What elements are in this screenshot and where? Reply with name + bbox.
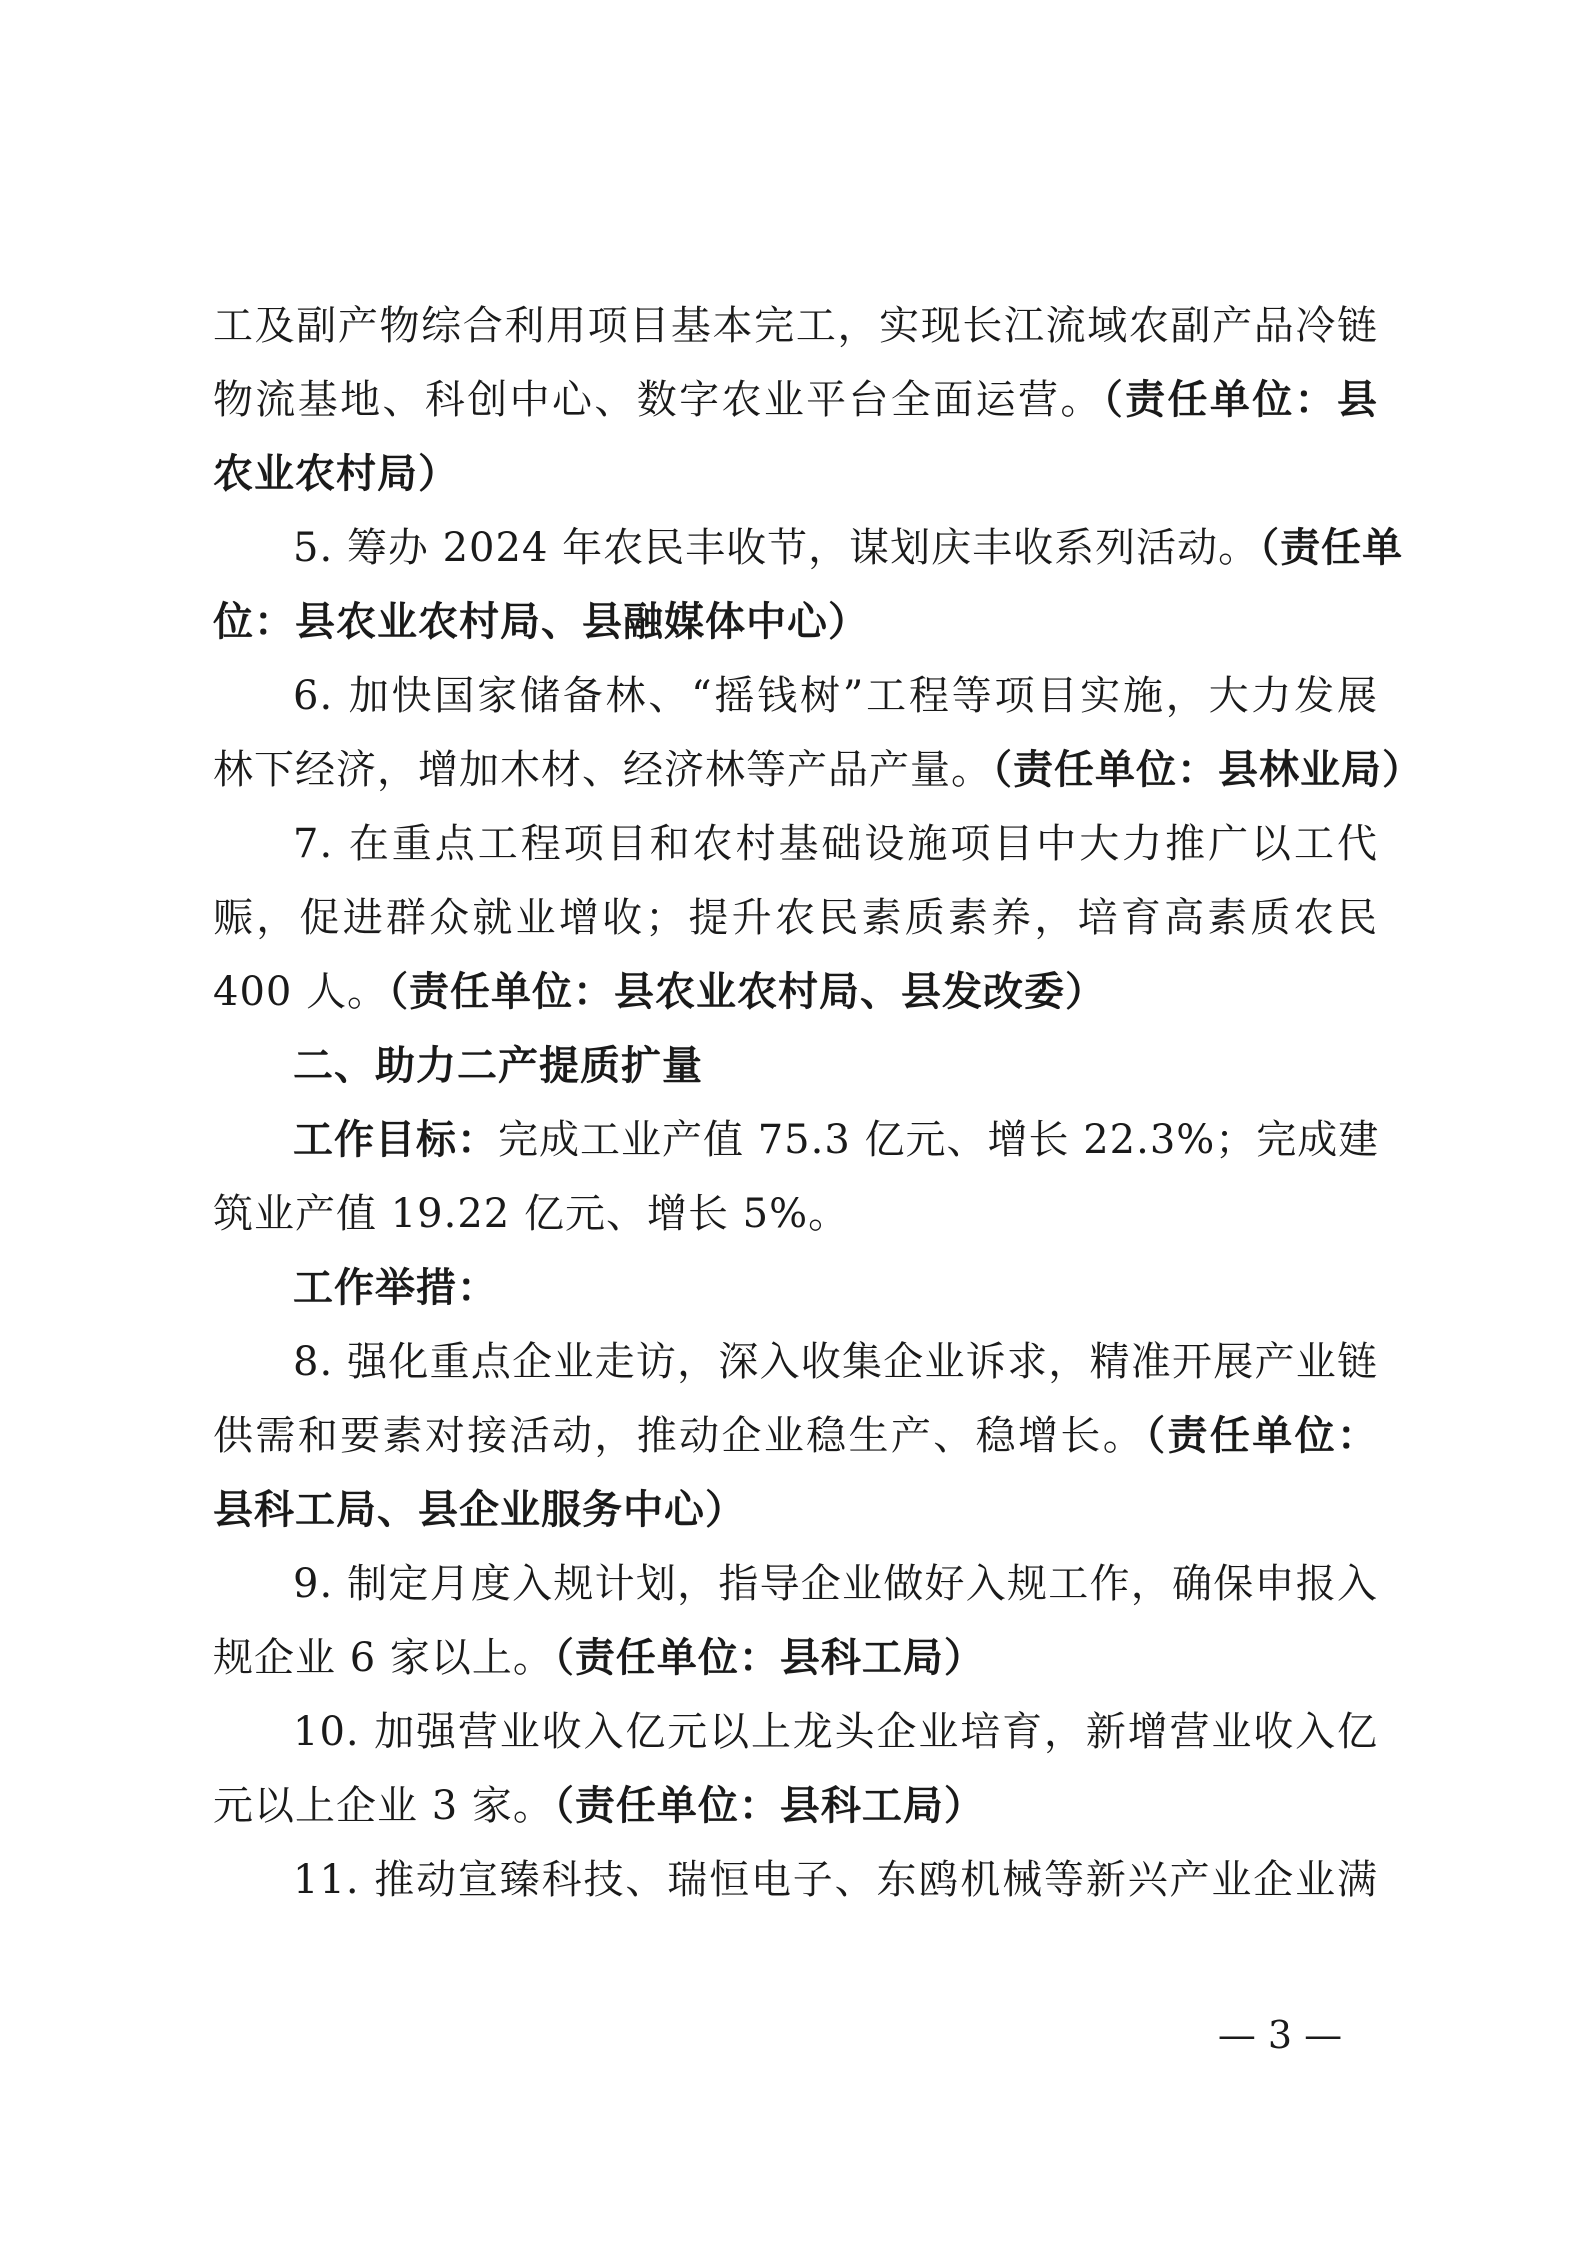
text: 5. 筹办 2024 年农民丰收节，谋划庆丰收系列活动。 bbox=[293, 525, 1260, 571]
page-number: — 3 — bbox=[1217, 2013, 1343, 2057]
responsibility-text: 县科工局、县企业服务中心） bbox=[213, 1486, 746, 1533]
text-line bbox=[213, 744, 1423, 796]
responsibility-text: （责任单位：县农业农村局、县发改委） bbox=[388, 968, 1107, 1015]
responsibility-text: （责任单位：县科工局） bbox=[553, 1634, 985, 1681]
text: 完成工业产值 75.3 亿元、增长 22.3%；完成建 bbox=[498, 1117, 1380, 1163]
text: 工及副产物综合利用项目基本完工，实现长江流域农副产品冷链 bbox=[213, 303, 1378, 349]
text-line bbox=[213, 1188, 1378, 1240]
responsibility-text: 农业农村局） bbox=[213, 450, 459, 497]
responsibility-text: （责任单位：县科工局） bbox=[553, 1782, 985, 1829]
text-line bbox=[213, 1780, 1378, 1832]
responsibility-text: （责任单位：县林业局） bbox=[992, 746, 1423, 793]
text-line bbox=[213, 300, 1378, 352]
item-11 bbox=[293, 1854, 1378, 1906]
text: 赈，促进群众就业增收；提升农民素质素养，培育高素质农民 bbox=[213, 895, 1378, 941]
item-10 bbox=[293, 1706, 1378, 1758]
text: 10. 加强营业收入亿元以上龙头企业培育，新增营业收入亿 bbox=[293, 1709, 1378, 1755]
text: 6. 加快国家储备林、“摇钱树”工程等项目实施，大力发展 bbox=[293, 673, 1378, 719]
text-line bbox=[213, 966, 1378, 1018]
goal-label: 工作目标： bbox=[293, 1116, 498, 1163]
text: 规企业 6 家以上。 bbox=[213, 1635, 554, 1681]
text-line bbox=[213, 1410, 1378, 1462]
responsibility-text: （责任单位：县 bbox=[1102, 376, 1379, 423]
text: 8. 强化重点企业走访，深入收集企业诉求，精准开展产业链 bbox=[293, 1339, 1378, 1385]
work-measures-label bbox=[293, 1262, 1378, 1314]
item-5 bbox=[293, 522, 1404, 574]
responsibility-text: （责任单位： bbox=[1145, 1412, 1379, 1459]
responsibility-text: （责任单 bbox=[1259, 524, 1404, 571]
responsibility-text: 位：县农业农村局、县融媒体中心） bbox=[213, 598, 869, 645]
heading-text: 二、助力二产提质扩量 bbox=[293, 1042, 703, 1089]
work-goal bbox=[293, 1114, 1378, 1166]
text-line bbox=[213, 892, 1378, 944]
text: 11. 推动宣臻科技、瑞恒电子、东鸥机械等新兴产业企业满 bbox=[293, 1857, 1378, 1903]
item-8 bbox=[293, 1336, 1378, 1388]
section-heading bbox=[293, 1040, 1378, 1092]
text-line bbox=[213, 448, 1378, 500]
text: 供需和要素对接活动，推动企业稳生产、稳增长。 bbox=[213, 1413, 1146, 1459]
text: 林下经济，增加木材、经济林等产品产量。 bbox=[213, 747, 992, 793]
text-line bbox=[213, 596, 1378, 648]
text-line bbox=[213, 1484, 1378, 1536]
text-line bbox=[213, 1632, 1378, 1684]
item-7 bbox=[293, 818, 1378, 870]
text: 7. 在重点工程项目和农村基础设施项目中大力推广以工代 bbox=[293, 821, 1378, 867]
measures-label: 工作举措： bbox=[293, 1264, 498, 1311]
item-6 bbox=[293, 670, 1378, 722]
text: 筑业产值 19.22 亿元、增长 5%。 bbox=[213, 1191, 850, 1237]
text: 物流基地、科创中心、数字农业平台全面运营。 bbox=[213, 377, 1103, 423]
text: 400 人。 bbox=[213, 969, 389, 1015]
text-line bbox=[213, 374, 1378, 426]
text: 元以上企业 3 家。 bbox=[213, 1783, 554, 1829]
text: 9. 制定月度入规计划，指导企业做好入规工作，确保申报入 bbox=[293, 1561, 1378, 1607]
item-9 bbox=[293, 1558, 1378, 1610]
